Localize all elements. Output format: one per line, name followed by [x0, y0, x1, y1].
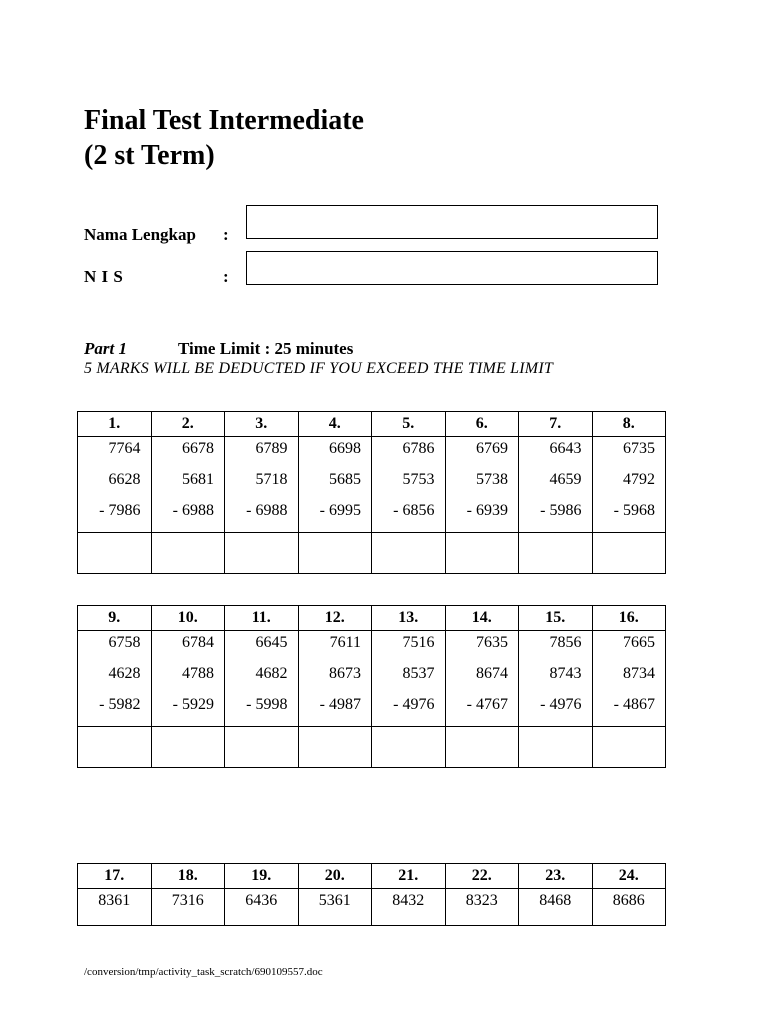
problem-operand: - 6856: [393, 502, 435, 519]
problem-number: 6.: [445, 412, 519, 437]
problem-operand: - 5968: [613, 502, 655, 519]
problem-number: 12.: [298, 606, 372, 631]
name-label: Nama Lengkap: [84, 225, 196, 244]
problem-operand: 6789: [255, 440, 288, 457]
answer-box[interactable]: [78, 533, 152, 574]
problem-operand: 6786: [402, 440, 435, 457]
deduction-warning: 5 MARKS WILL BE DEDUCTED IF YOU EXCEED THE TIME LIMIT: [84, 360, 553, 377]
problem-operand: - 4976: [540, 696, 582, 713]
problem-values: 6436: [225, 889, 299, 926]
problems-table-3: [77, 863, 666, 926]
problem-operand: 4682: [255, 665, 288, 682]
problem-operand: 5685: [329, 471, 361, 488]
problem-operand: 4792: [623, 471, 655, 488]
problem-operand: - 5998: [246, 696, 288, 713]
problem-operand: - 4767: [466, 696, 508, 713]
problem-operand: - 5929: [172, 696, 214, 713]
problem-number: 13.: [372, 606, 446, 631]
problem-number: 15.: [519, 606, 593, 631]
name-field[interactable]: [246, 205, 658, 239]
problem-operand: - 6988: [172, 502, 214, 519]
problem-number: 2.: [151, 412, 225, 437]
problem-number: 23.: [519, 864, 593, 889]
problem-number: 21.: [372, 864, 446, 889]
problem-operand: - 6988: [246, 502, 288, 519]
problem-number: 10.: [151, 606, 225, 631]
problem-operand: 6643: [549, 440, 582, 457]
answer-row: [78, 533, 666, 574]
problem-number: 18.: [151, 864, 225, 889]
problem-values: [78, 631, 152, 727]
problem-values: 8432: [372, 889, 446, 926]
problem-values: [372, 631, 446, 727]
problem-values: [519, 437, 593, 533]
problem-operand: - 4867: [613, 696, 655, 713]
values-row: [78, 631, 666, 727]
problem-values: [225, 631, 299, 727]
page-title: Final Test Intermediate: [84, 105, 364, 136]
problem-values: [78, 437, 152, 533]
problem-operand: 6769: [476, 440, 508, 457]
problem-number: 16.: [592, 606, 666, 631]
problem-values: [225, 437, 299, 533]
answer-box[interactable]: [298, 533, 372, 574]
answer-row: [78, 727, 666, 768]
answer-box[interactable]: [225, 533, 299, 574]
problem-operand: 4659: [549, 471, 582, 488]
problem-operand: 6698: [329, 440, 361, 457]
problem-operand: 8734: [623, 665, 655, 682]
problem-values: [298, 437, 372, 533]
answer-box[interactable]: [592, 533, 666, 574]
problem-number: 5.: [372, 412, 446, 437]
problem-operand: 6645: [255, 634, 288, 651]
problem-operand: 7635: [476, 634, 508, 651]
problem-number: 14.: [445, 606, 519, 631]
problem-operand: 5718: [255, 471, 288, 488]
problem-number: 17.: [78, 864, 152, 889]
problem-operand: 5738: [476, 471, 508, 488]
problem-operand: - 4987: [319, 696, 361, 713]
problem-values: [372, 437, 446, 533]
answer-box[interactable]: [519, 533, 593, 574]
problem-operand: 6784: [182, 634, 214, 651]
problem-values: [445, 437, 519, 533]
problem-values: 8361: [78, 889, 152, 926]
problems-table-1: [77, 411, 666, 574]
problem-values: 5361: [298, 889, 372, 926]
name-colon: :: [223, 225, 229, 244]
problem-operand: 7665: [623, 634, 655, 651]
problem-operand: - 4976: [393, 696, 435, 713]
problem-values: [592, 631, 666, 727]
problem-number: 19.: [225, 864, 299, 889]
values-row: [78, 889, 666, 926]
problems-table-2: [77, 605, 666, 768]
problem-values: [519, 631, 593, 727]
problem-operand: - 6939: [466, 502, 508, 519]
problem-number: 4.: [298, 412, 372, 437]
problem-operand: 6678: [182, 440, 214, 457]
problem-number: 3.: [225, 412, 299, 437]
problem-operand: 7516: [402, 634, 435, 651]
answer-box[interactable]: [372, 533, 446, 574]
problem-operand: 4788: [182, 665, 214, 682]
answer-box[interactable]: [225, 727, 299, 768]
answer-box[interactable]: [592, 727, 666, 768]
problem-operand: 5753: [402, 471, 435, 488]
time-limit: Time Limit : 25 minutes: [178, 339, 354, 358]
problem-number: 1.: [78, 412, 152, 437]
problem-operand: - 5986: [540, 502, 582, 519]
answer-box[interactable]: [78, 727, 152, 768]
problem-values: 8468: [519, 889, 593, 926]
problem-operand: 7611: [329, 634, 361, 651]
nis-label: N I S: [84, 267, 124, 286]
problem-operand: 6758: [108, 634, 141, 651]
nis-field[interactable]: [246, 251, 658, 285]
problem-values: [592, 437, 666, 533]
problem-values: [298, 631, 372, 727]
problem-number: 11.: [225, 606, 299, 631]
problem-values: 8686: [592, 889, 666, 926]
problem-values: 7316: [151, 889, 225, 926]
number-row: [78, 864, 666, 889]
answer-box[interactable]: [298, 727, 372, 768]
answer-box[interactable]: [151, 727, 225, 768]
answer-box[interactable]: [519, 727, 593, 768]
problem-operand: - 6995: [319, 502, 361, 519]
answer-box[interactable]: [445, 533, 519, 574]
problem-number: 7.: [519, 412, 593, 437]
problem-number: 8.: [592, 412, 666, 437]
problem-operand: 7856: [549, 634, 582, 651]
problem-number: 24.: [592, 864, 666, 889]
problem-operand: - 5982: [99, 696, 141, 713]
problem-operand: 8674: [476, 665, 508, 682]
problem-operand: 7764: [108, 440, 141, 457]
answer-box[interactable]: [151, 533, 225, 574]
footer-path: /conversion/tmp/activity_task_scratch/690109557.doc: [84, 966, 323, 978]
problem-values: [445, 631, 519, 727]
problem-operand: 8537: [402, 665, 435, 682]
nis-colon: :: [223, 267, 229, 286]
problem-number: 22.: [445, 864, 519, 889]
problem-operand: 8743: [549, 665, 582, 682]
problem-values: [151, 631, 225, 727]
problem-values: [151, 437, 225, 533]
answer-box[interactable]: [372, 727, 446, 768]
problem-values: 8323: [445, 889, 519, 926]
answer-box[interactable]: [445, 727, 519, 768]
problem-number: 20.: [298, 864, 372, 889]
problem-operand: 4628: [108, 665, 141, 682]
problem-operand: 6628: [108, 471, 141, 488]
problem-operand: 6735: [623, 440, 655, 457]
problem-number: 9.: [78, 606, 152, 631]
part-label: Part 1: [84, 339, 127, 358]
problem-operand: - 7986: [99, 502, 141, 519]
problem-operand: 8673: [329, 665, 361, 682]
values-row: [78, 437, 666, 533]
problem-operand: 5681: [182, 471, 214, 488]
page-subtitle: (2 st Term): [84, 140, 215, 171]
